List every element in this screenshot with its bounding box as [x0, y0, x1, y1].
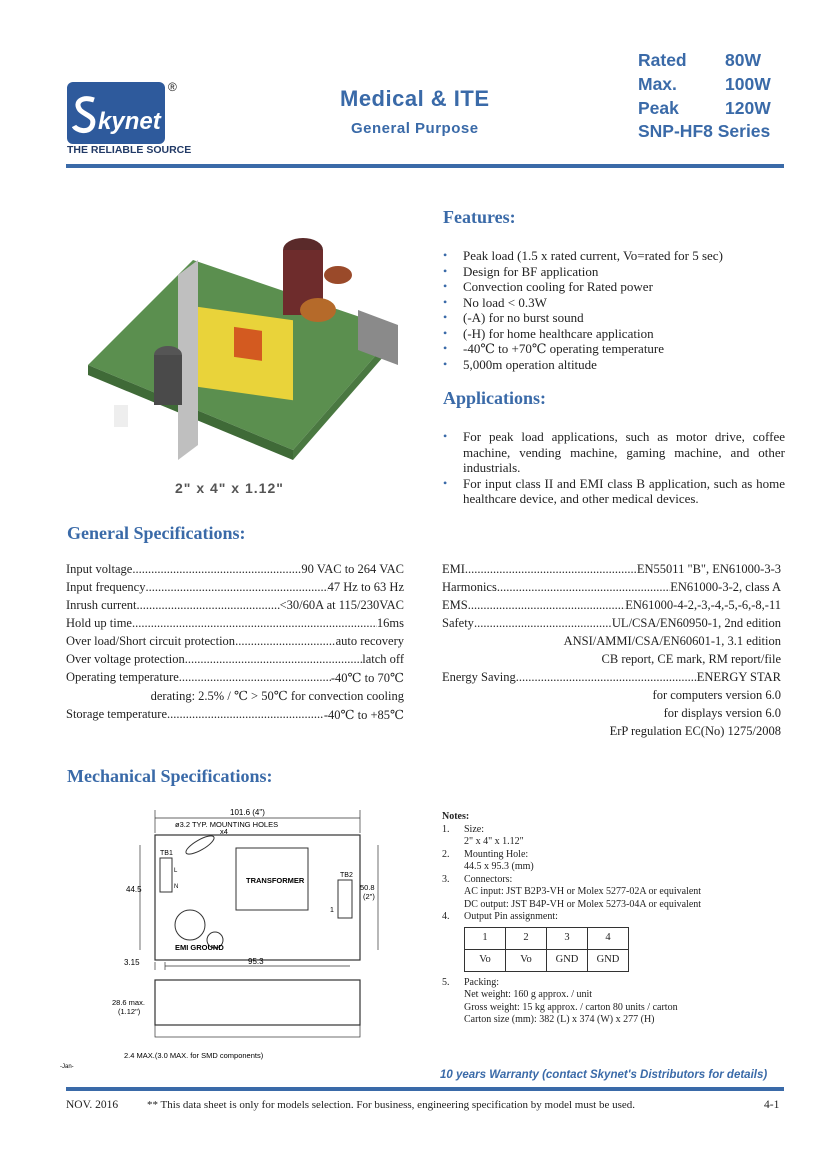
rating-value-max: 100W: [725, 74, 771, 94]
rating-label-peak: Peak: [638, 98, 679, 118]
spec-ems: EMS ..... EN61000-4-2,-3,-4,-5,-6,-8,-11: [442, 598, 781, 616]
spec-safety: Safety ..... UL/CSA/EN60950-1, 2nd edition: [442, 616, 781, 634]
note-sub: 44.5 x 95.3 (mm): [464, 861, 534, 872]
applications-heading: Applications:: [443, 388, 547, 408]
pin-l-label: L: [174, 868, 178, 874]
registered-mark: ®: [168, 80, 177, 94]
table-row: Vo Vo GND GND: [465, 949, 629, 971]
note-sub: Net weight: 160 g approx. / unit: [464, 989, 593, 1000]
page-title: Medical & ITE: [340, 86, 490, 111]
logo-s-mark: [72, 94, 100, 134]
logo-tagline: THE RELIABLE SOURCE: [67, 144, 192, 156]
holes-count-label: x4: [220, 827, 228, 836]
dimension-width-label: 101.6 (4"): [230, 808, 265, 817]
spec-emi: EMI ..... EN55011 "B", EN61000-3-3: [442, 562, 781, 580]
footer-divider: [66, 1087, 784, 1091]
list-item: • Convection cooling for Rated power: [443, 279, 653, 294]
header-divider: [66, 164, 784, 168]
spec-storage-temp: Storage temperature ..... -40℃ to +85℃: [66, 707, 404, 725]
logo-text: kynet: [98, 108, 161, 135]
note-item: 1. Size:: [442, 823, 484, 835]
note-sub: 2" x 4" x 1.12": [464, 836, 524, 847]
features-list: [443, 248, 788, 372]
rating-value-peak: 120W: [725, 98, 771, 118]
height-inch-label: (1.12"): [118, 1007, 141, 1016]
rating-value-rated: 80W: [725, 50, 761, 70]
list-item: • Design for BF application: [443, 263, 599, 279]
height-dimension-label: 28.6 max.: [112, 998, 145, 1007]
list-item: • For input class II and EMI class B application, such as home healthcare device, and other medical devices.: [443, 475, 785, 506]
pin-n-label: N: [174, 884, 179, 890]
drawing-mark: -Jan-: [60, 1064, 74, 1070]
rating-label-rated: Rated: [638, 50, 687, 70]
dimension-50-inch-label: (2"): [363, 892, 375, 901]
spec-harmonics: Harmonics ..... EN61000-3-2, class A: [442, 580, 781, 598]
spec-energy-saving: Energy Saving ..... ENERGY STAR: [442, 670, 781, 688]
dimension-44-label: 44.5: [126, 885, 142, 894]
note-sub: AC input: JST B2P3-VH or Molex 5277-02A or equivalent: [464, 886, 702, 897]
list-item: • No load < 0.3W: [443, 294, 547, 310]
features-heading: Features:: [443, 207, 516, 227]
product-dimensions-caption: 2" x 4" x 1.12": [175, 480, 284, 496]
list-item: • For peak load applications, such as motor drive, coffee machine, vending machine, gaming machine, and other industrials.: [443, 429, 785, 475]
dimension-50-label: 50.8: [360, 883, 375, 892]
spec-input-voltage: Input voltage ..... 90 VAC to 264 VAC: [66, 562, 404, 580]
spec-safety-line3: CB report, CE mark, RM report/file: [601, 652, 781, 666]
spec-energy-line3: for displays version 6.0: [663, 706, 781, 720]
warranty-note: 10 years Warranty (contact Skynet's Distributors for details): [440, 1069, 768, 1081]
dimension-953-label: 95.3: [248, 957, 264, 966]
note-sub: Gross weight: 15 kg approx. / carton 80 units / carton: [464, 1001, 678, 1013]
note-item: 5. Packing:: [442, 976, 499, 988]
tb1-label: TB1: [160, 850, 173, 857]
product-photo: [78, 215, 408, 475]
page-number: 4-1: [764, 1099, 780, 1111]
footer-date: NOV. 2016: [66, 1099, 119, 1111]
spec-safety-line2: ANSI/AMMI/CSA/EN60601-1, 3.1 edition: [563, 634, 781, 648]
spec-derating: derating: 2.5% / ℃ > 50℃ for convection cooling: [150, 689, 404, 703]
note-item: 2. Mounting Hole:: [442, 848, 529, 860]
smd-note-label: 2.4 MAX.(3.0 MAX. for SMD components): [124, 1051, 264, 1060]
mechanical-drawing: [60, 800, 390, 1070]
note-item: 3. Connectors:: [442, 873, 513, 885]
notes-block: [442, 811, 787, 1027]
series-name: SNP-HF8 Series: [638, 121, 771, 141]
list-item: • (-H) for home healthcare application: [443, 325, 654, 341]
list-item: • (-A) for no burst sound: [443, 310, 584, 325]
spec-hold-up-time: Hold up time ..... 16ms: [66, 616, 404, 634]
list-item: • Peak load (1.5 x rated current, Vo=rated for 5 sec): [443, 248, 723, 263]
applications-list: [443, 429, 785, 507]
rating-label-max: Max.: [638, 74, 677, 94]
spec-overvoltage: Over voltage protection ..... latch off: [66, 652, 404, 670]
mounting-holes-label: ø3.2 TYP. MOUNTING HOLES: [175, 820, 279, 829]
spec-input-frequency: Input frequency ..... 47 Hz to 63 Hz: [66, 580, 404, 598]
note-sub: Carton size (mm): 382 (L) x 374 (W) x 277 (H): [464, 1014, 655, 1025]
table-row: 1 2 3 4: [465, 927, 629, 949]
pin1-label: 1: [330, 907, 334, 914]
spec-inrush-current: Inrush current ..... <30/60A at 115/230VAC: [66, 598, 404, 616]
list-item: • 5,000m operation altitude: [443, 356, 597, 372]
general-specs-heading: General Specifications:: [67, 523, 246, 543]
spec-operating-temp: Operating temperature ..... -40℃ to 70℃: [66, 670, 404, 688]
dimension-315-label: 3.15: [124, 958, 140, 967]
footer-disclaimer: ** This data sheet is only for models selection. For business, engineering specification by model must be used.: [147, 1099, 635, 1111]
pin-assignment-table: [464, 927, 629, 972]
list-item: • -40℃ to +70℃ operating temperature: [443, 341, 665, 356]
spec-energy-line2: for computers version 6.0: [652, 688, 781, 702]
note-item: 4. Output Pin assignment:: [442, 911, 558, 922]
page-subtitle: General Purpose: [351, 120, 479, 137]
transformer-label: TRANSFORMER: [246, 876, 305, 885]
emi-ground-label: EMI GROUND: [175, 943, 224, 952]
mechanical-specs-heading: Mechanical Specifications:: [67, 766, 273, 786]
tb2-label: TB2: [340, 872, 353, 879]
note-sub: DC output: JST B4P-VH or Molex 5273-04A or equivalent: [464, 898, 702, 910]
notes-heading: Notes:: [442, 811, 470, 822]
spec-energy-line4: ErP regulation EC(No) 1275/2008: [609, 724, 781, 738]
spec-overload: Over load/Short circuit protection ..... auto recovery: [66, 634, 404, 652]
